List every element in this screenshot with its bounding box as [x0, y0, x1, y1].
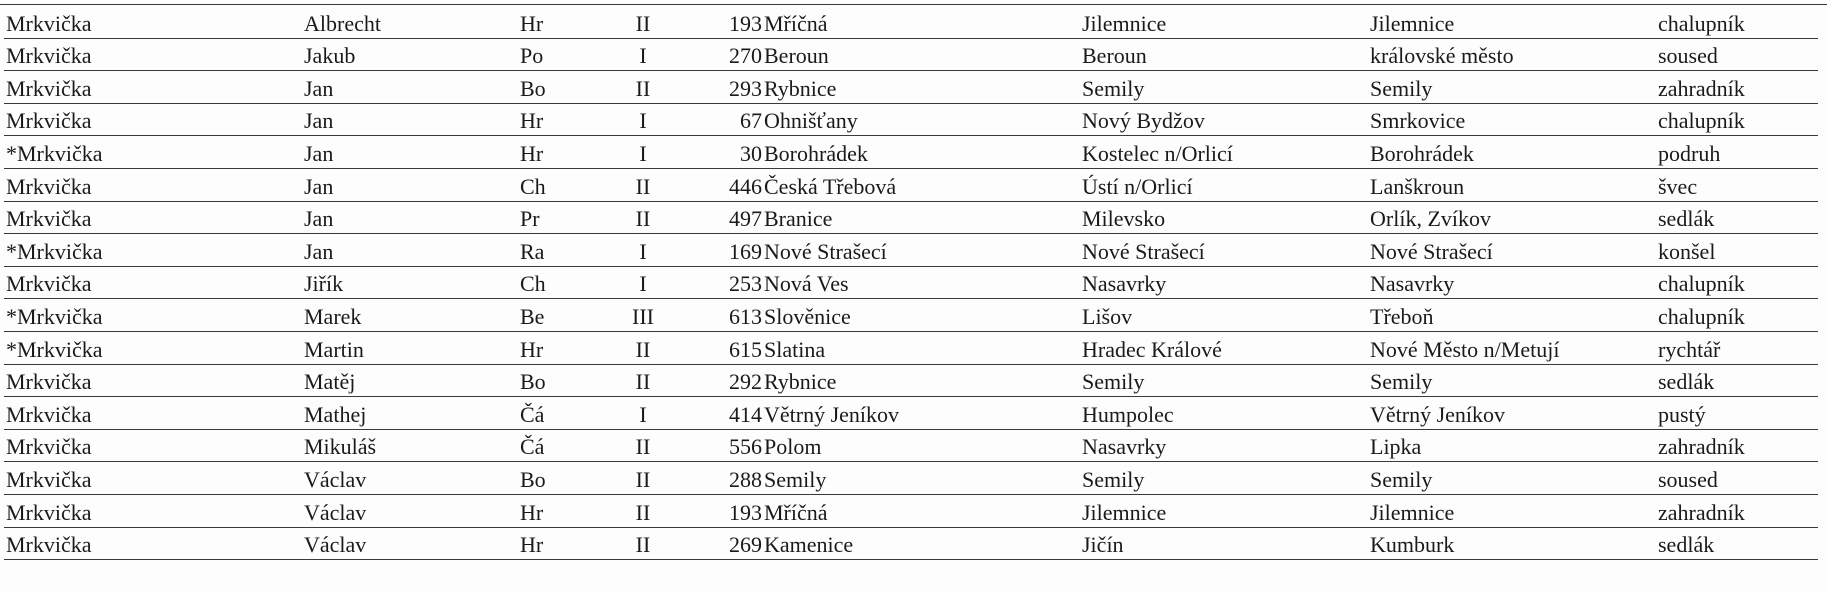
num-cell: 414: [674, 397, 762, 430]
table-row: [4, 527, 1818, 560]
table-row: [4, 6, 1818, 38]
status-cell: soused: [1656, 462, 1818, 495]
num-cell: 288: [674, 462, 762, 495]
num-cell: 193: [674, 6, 762, 38]
estate-cell: Smrkovice: [1368, 103, 1656, 136]
top-rule: [0, 0, 1827, 5]
place-cell: Rybnice: [762, 364, 1080, 397]
surname-cell: Mrkvička: [4, 527, 302, 560]
name-cell: Václav: [302, 462, 518, 495]
part-cell: II: [610, 364, 674, 397]
estate-cell: Lanškroun: [1368, 168, 1656, 201]
status-cell: soused: [1656, 38, 1818, 71]
status-cell: chalupník: [1656, 6, 1818, 38]
surname-cell: *Mrkvička: [4, 136, 302, 169]
place-cell: Kamenice: [762, 527, 1080, 560]
code-cell: Bo: [518, 364, 610, 397]
surname-cell: Mrkvička: [4, 429, 302, 462]
table-row: [4, 299, 1818, 332]
estate-cell: Nasavrky: [1368, 266, 1656, 299]
status-cell: rychtář: [1656, 331, 1818, 364]
part-cell: II: [610, 429, 674, 462]
estate-cell: Větrný Jeníkov: [1368, 397, 1656, 430]
district-cell: Humpolec: [1080, 397, 1368, 430]
place-cell: Nové Strašecí: [762, 234, 1080, 267]
part-cell: I: [610, 266, 674, 299]
table-row: [4, 103, 1818, 136]
surname-cell: Mrkvička: [4, 364, 302, 397]
num-cell: 613: [674, 299, 762, 332]
part-cell: I: [610, 103, 674, 136]
place-cell: Mříčná: [762, 494, 1080, 527]
status-cell: sedlák: [1656, 201, 1818, 234]
place-cell: Rybnice: [762, 71, 1080, 104]
code-cell: Čá: [518, 397, 610, 430]
table-row: [4, 71, 1818, 104]
place-cell: Beroun: [762, 38, 1080, 71]
estate-cell: Orlík, Zvíkov: [1368, 201, 1656, 234]
table-row: [4, 168, 1818, 201]
place-cell: Polom: [762, 429, 1080, 462]
name-cell: Martin: [302, 331, 518, 364]
surname-cell: Mrkvička: [4, 103, 302, 136]
table-row: [4, 136, 1818, 169]
place-cell: Česká Třebová: [762, 168, 1080, 201]
code-cell: Hr: [518, 494, 610, 527]
district-cell: Semily: [1080, 364, 1368, 397]
table-row: [4, 397, 1818, 430]
num-cell: 497: [674, 201, 762, 234]
name-cell: Jan: [302, 103, 518, 136]
register-body: [4, 6, 1818, 560]
district-cell: Nové Strašecí: [1080, 234, 1368, 267]
part-cell: III: [610, 299, 674, 332]
part-cell: II: [610, 331, 674, 364]
name-cell: Václav: [302, 527, 518, 560]
place-cell: Borohrádek: [762, 136, 1080, 169]
name-cell: Jakub: [302, 38, 518, 71]
surname-cell: Mrkvička: [4, 6, 302, 38]
code-cell: Hr: [518, 331, 610, 364]
estate-cell: Semily: [1368, 364, 1656, 397]
surname-cell: Mrkvička: [4, 201, 302, 234]
surname-cell: Mrkvička: [4, 462, 302, 495]
estate-cell: královské město: [1368, 38, 1656, 71]
code-cell: Hr: [518, 527, 610, 560]
code-cell: Hr: [518, 6, 610, 38]
estate-cell: Nové Město n/Metují: [1368, 331, 1656, 364]
code-cell: Pr: [518, 201, 610, 234]
code-cell: Hr: [518, 103, 610, 136]
place-cell: Ohnišťany: [762, 103, 1080, 136]
name-cell: Jan: [302, 71, 518, 104]
estate-cell: Borohrádek: [1368, 136, 1656, 169]
estate-cell: Semily: [1368, 462, 1656, 495]
status-cell: švec: [1656, 168, 1818, 201]
table-row: [4, 494, 1818, 527]
code-cell: Ch: [518, 266, 610, 299]
table-row: [4, 201, 1818, 234]
name-cell: Marek: [302, 299, 518, 332]
district-cell: Jičín: [1080, 527, 1368, 560]
district-cell: Nasavrky: [1080, 266, 1368, 299]
surname-cell: Mrkvička: [4, 38, 302, 71]
code-cell: Bo: [518, 462, 610, 495]
num-cell: 615: [674, 331, 762, 364]
name-cell: Matěj: [302, 364, 518, 397]
estate-cell: Jilemnice: [1368, 494, 1656, 527]
part-cell: I: [610, 234, 674, 267]
part-cell: I: [610, 397, 674, 430]
part-cell: II: [610, 462, 674, 495]
status-cell: chalupník: [1656, 266, 1818, 299]
place-cell: Mříčná: [762, 6, 1080, 38]
surname-cell: Mrkvička: [4, 266, 302, 299]
estate-cell: Jilemnice: [1368, 6, 1656, 38]
code-cell: Bo: [518, 71, 610, 104]
status-cell: konšel: [1656, 234, 1818, 267]
surname-cell: Mrkvička: [4, 71, 302, 104]
place-cell: Branice: [762, 201, 1080, 234]
part-cell: II: [610, 201, 674, 234]
num-cell: 270: [674, 38, 762, 71]
status-cell: zahradník: [1656, 71, 1818, 104]
table-row: [4, 266, 1818, 299]
surname-cell: Mrkvička: [4, 168, 302, 201]
part-cell: II: [610, 6, 674, 38]
district-cell: Jilemnice: [1080, 494, 1368, 527]
table-row: [4, 462, 1818, 495]
code-cell: Čá: [518, 429, 610, 462]
status-cell: chalupník: [1656, 299, 1818, 332]
place-cell: Nová Ves: [762, 266, 1080, 299]
name-cell: Jan: [302, 136, 518, 169]
district-cell: Milevsko: [1080, 201, 1368, 234]
table-row: [4, 331, 1818, 364]
code-cell: Ch: [518, 168, 610, 201]
name-cell: Jan: [302, 201, 518, 234]
code-cell: Be: [518, 299, 610, 332]
code-cell: Po: [518, 38, 610, 71]
status-cell: chalupník: [1656, 103, 1818, 136]
name-cell: Jan: [302, 168, 518, 201]
name-cell: Jan: [302, 234, 518, 267]
name-cell: Jiřík: [302, 266, 518, 299]
table-row: [4, 38, 1818, 71]
district-cell: Semily: [1080, 71, 1368, 104]
table-row: [4, 234, 1818, 267]
district-cell: Ústí n/Orlicí: [1080, 168, 1368, 201]
district-cell: Jilemnice: [1080, 6, 1368, 38]
name-cell: Václav: [302, 494, 518, 527]
status-cell: zahradník: [1656, 429, 1818, 462]
status-cell: zahradník: [1656, 494, 1818, 527]
part-cell: II: [610, 527, 674, 560]
part-cell: I: [610, 38, 674, 71]
num-cell: 269: [674, 527, 762, 560]
estate-cell: Třeboň: [1368, 299, 1656, 332]
name-cell: Mikuláš: [302, 429, 518, 462]
place-cell: Slověnice: [762, 299, 1080, 332]
district-cell: Beroun: [1080, 38, 1368, 71]
district-cell: Lišov: [1080, 299, 1368, 332]
name-cell: Mathej: [302, 397, 518, 430]
status-cell: sedlák: [1656, 364, 1818, 397]
num-cell: 292: [674, 364, 762, 397]
num-cell: 169: [674, 234, 762, 267]
code-cell: Ra: [518, 234, 610, 267]
part-cell: I: [610, 136, 674, 169]
district-cell: Semily: [1080, 462, 1368, 495]
register-table: [4, 6, 1818, 560]
num-cell: 30: [674, 136, 762, 169]
part-cell: II: [610, 71, 674, 104]
part-cell: II: [610, 168, 674, 201]
surname-cell: *Mrkvička: [4, 331, 302, 364]
surname-cell: Mrkvička: [4, 397, 302, 430]
num-cell: 193: [674, 494, 762, 527]
district-cell: Kostelec n/Orlicí: [1080, 136, 1368, 169]
estate-cell: Kumburk: [1368, 527, 1656, 560]
surname-cell: Mrkvička: [4, 494, 302, 527]
district-cell: Nový Bydžov: [1080, 103, 1368, 136]
table-row: [4, 364, 1818, 397]
estate-cell: Lipka: [1368, 429, 1656, 462]
status-cell: sedlák: [1656, 527, 1818, 560]
num-cell: 253: [674, 266, 762, 299]
code-cell: Hr: [518, 136, 610, 169]
surname-cell: *Mrkvička: [4, 234, 302, 267]
district-cell: Hradec Králové: [1080, 331, 1368, 364]
table-row: [4, 429, 1818, 462]
district-cell: Nasavrky: [1080, 429, 1368, 462]
place-cell: Semily: [762, 462, 1080, 495]
status-cell: pustý: [1656, 397, 1818, 430]
num-cell: 67: [674, 103, 762, 136]
num-cell: 293: [674, 71, 762, 104]
status-cell: podruh: [1656, 136, 1818, 169]
estate-cell: Semily: [1368, 71, 1656, 104]
surname-cell: *Mrkvička: [4, 299, 302, 332]
part-cell: II: [610, 494, 674, 527]
name-cell: Albrecht: [302, 6, 518, 38]
estate-cell: Nové Strašecí: [1368, 234, 1656, 267]
num-cell: 446: [674, 168, 762, 201]
place-cell: Větrný Jeníkov: [762, 397, 1080, 430]
num-cell: 556: [674, 429, 762, 462]
place-cell: Slatina: [762, 331, 1080, 364]
